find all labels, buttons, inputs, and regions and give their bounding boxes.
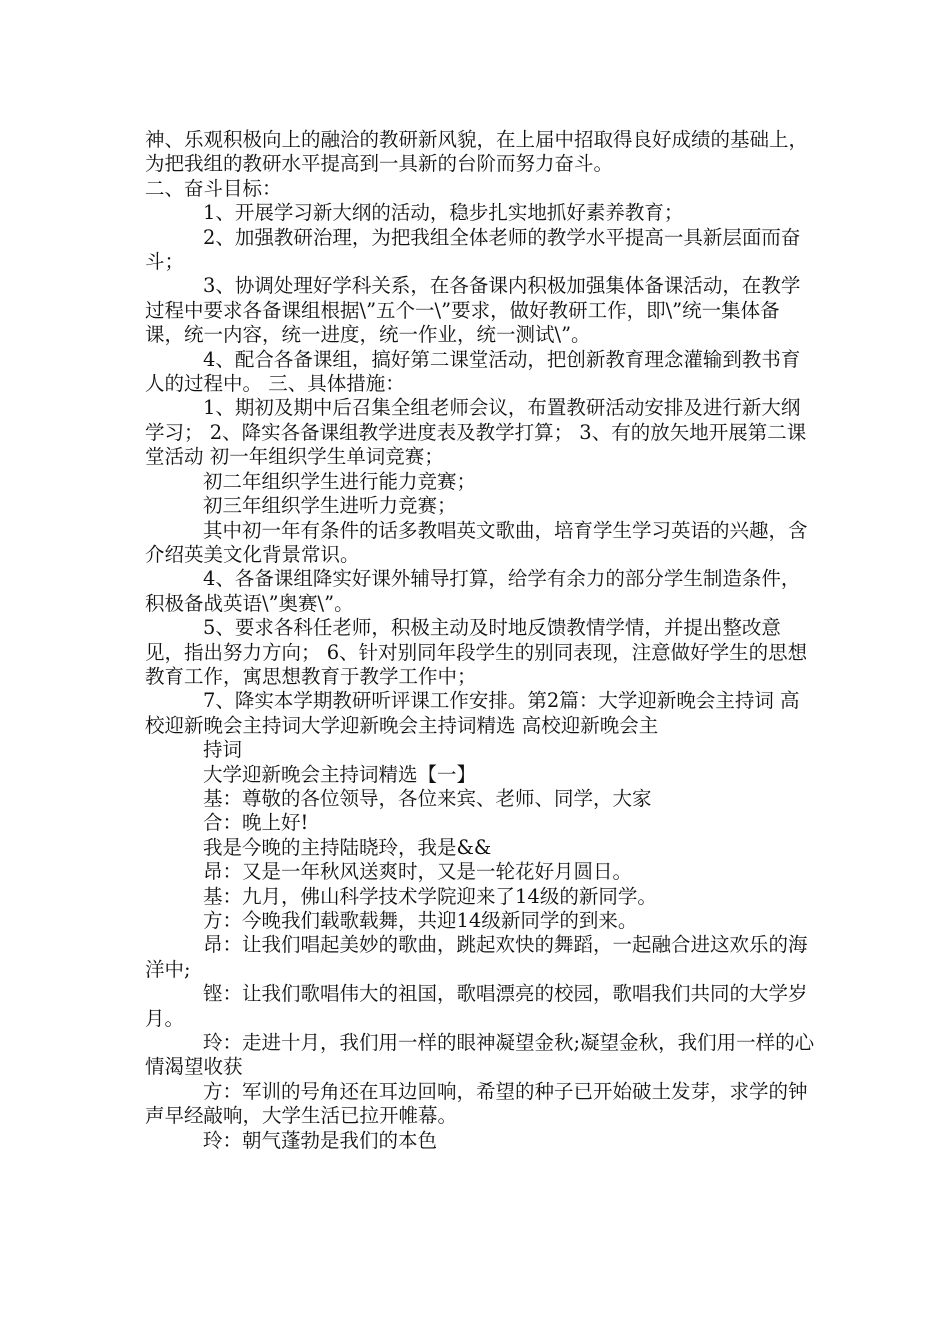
- section-heading: 大学迎新晚会主持词精选【一】: [203, 762, 477, 786]
- section-heading: 二、奋斗目标：: [145, 176, 282, 200]
- dialogue-line: 合：晚上好!: [203, 811, 309, 835]
- paragraph: 1、开展学习新大纲的活动，稳步扎实地抓好素养教育；: [203, 201, 684, 225]
- paragraph: 2、加强教研治理，为把我组全体老师的教学水平提高一具新层面而奋斗；: [145, 225, 801, 274]
- paragraph: 持词: [203, 738, 243, 762]
- paragraph: 其中初一年有条件的话多教唱英文歌曲，培育学生学习英语的兴趣，含介绍英美文化背景常识。: [145, 518, 808, 566]
- dialogue-line: 基：九月，佛山科学技术学院迎来了14级的新同学。: [203, 884, 657, 908]
- paragraph: 4、配合各备课组，搞好第二课堂活动，把创新教育理念灌输到教书育人的过程中。 三、具体措施：: [145, 347, 801, 396]
- document-body: [145, 128, 815, 1153]
- dialogue-line: 铿：让我们歌唱伟大的祖国，歌唱漂亮的校园，歌唱我们共同的大学岁月。: [145, 982, 808, 1030]
- paragraph: 初三年组织学生进听力竞赛；: [203, 494, 457, 518]
- dialogue-line: 方：今晚我们载歌载舞，共迎14级新同学的到来。: [203, 909, 638, 932]
- dialogue-line: 我是今晚的主持陆晓玲，我是&&: [203, 835, 492, 859]
- paragraph: 4、各备课组降实好课外辅导打算，给学有余力的部分学生制造条件，积极备战英语\”奥赛\”。: [145, 567, 801, 615]
- paragraph: 神、乐观积极向上的融洽的教研新风貌，在上届中招取得良好成绩的基础上，为把我组的教研水平提高到一具新的台阶而努力奋斗。: [145, 128, 809, 176]
- paragraph: 初二年组织学生进行能力竞赛；: [203, 469, 477, 493]
- paragraph: 1、期初及期中后召集全组老师会议，布置教研活动安排及进行新大纲学习； 2、降实各备课组教学进度表及教学打算； 3、有的放矢地开展第二课堂活动 初一年组织学生单词竞赛；: [145, 396, 807, 469]
- paragraph: 5、要求各科任老师，积极主动及时地反馈教情学情，并提出整改意见，指出努力方向； 6、针对别同年段学生的别同表现，注意做好学生的思想教育工作，寓思想教育于教学工作中；: [145, 616, 808, 688]
- dialogue-line: 方：军训的号角还在耳边回响，希望的种子已开始破土发芽，求学的钟声早经敲响，大学生活已拉开帷幕。: [145, 1079, 808, 1128]
- paragraph: 7、降实本学期教研听评课工作安排。第2篇：大学迎新晚会主持词 高校迎新晚会主持词大学迎新晚会主持词精选 高校迎新晚会主: [145, 689, 800, 737]
- dialogue-line: 昂：让我们唱起美妙的歌曲，跳起欢快的舞蹈，一起融合进这欢乐的海洋中;: [145, 933, 808, 981]
- paragraph: 3、协调处理好学科关系，在各备课内积极加强集体备课活动，在教学过程中要求各备课组根据\”五个一\”要求，做好教研工作，即\”统一集体备课，统一内容，统一进度，统一作业，统一测试\”。: [145, 274, 801, 347]
- dialogue-line: 玲：走进十月，我们用一样的眼神凝望金秋;凝望金秋，我们用一样的心情渴望收获: [145, 1031, 815, 1079]
- dialogue-line: 基：尊敬的各位领导，各位来宾、老师、同学，大家: [203, 786, 652, 810]
- dialogue-line: 玲：朝气蓬勃是我们的本色: [203, 1128, 438, 1152]
- dialogue-line: 昂：又是一年秋风送爽时，又是一轮花好月圆日。: [203, 860, 633, 884]
